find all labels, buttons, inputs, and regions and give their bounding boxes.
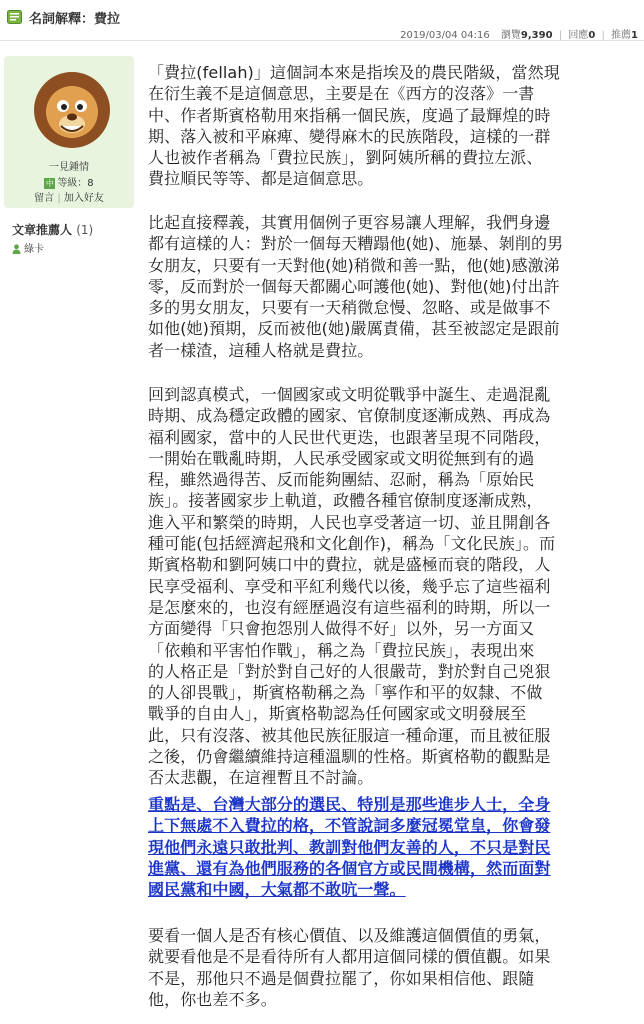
paragraph-2: 比起直接釋義，其實用個例子更容易讓人理解，我們身邊 都有這樣的人：對於一個每天糟蹋他(她)、施暴、剝削的男 女朋友，只要有一天對他(她)稍微和善一點，他(她)感激涕 零，反而對於一個每天都關心呵護他(她)、對他(她)付出許 多的男女朋友，只要有一天稍微怠慢、忽略、或是做事不 如他(她)預期，反而被他(她)嚴厲責備，甚至被認定是跟前 者一樣渣，這種人格就是費拉。	[148, 213, 564, 360]
views-count: 9,390	[520, 30, 553, 41]
post-header	[0, 0, 644, 41]
add-friend-link[interactable]: 加入好友	[63, 193, 104, 204]
replies-label: 回應	[568, 30, 589, 41]
author-level	[4, 174, 134, 189]
recommends-count: 1	[631, 30, 638, 41]
message-link[interactable]: 留言	[34, 193, 55, 204]
post-meta: 2019/03/04 04:16 瀏覽9,390 | 回應0 | 推薦1	[400, 30, 638, 41]
recommenders-label: 文章推薦人	[12, 223, 73, 237]
recommenders-count: (1)	[76, 223, 94, 237]
recommender-name[interactable]: 綠卡	[24, 244, 44, 255]
replies-count: 0	[588, 30, 596, 41]
recommends-label: 推薦	[611, 30, 632, 41]
post-date: 2019/03/04 04:16	[400, 30, 490, 41]
author-card	[4, 56, 134, 208]
post-title[interactable]: 名詞解釋：費拉	[29, 12, 121, 27]
paragraph-5: 要看一個人是否有核心價值、以及維護這個價值的勇氣， 就要看他是不是看待所有人都用這個同樣的價值觀。如果 不是，那他只不過是個費拉罷了，你如果相信他、跟隨 他，你也差不多。	[148, 926, 551, 1009]
views-label: 瀏覽	[500, 30, 521, 41]
recommender-item[interactable]	[12, 240, 44, 255]
document-icon	[7, 10, 22, 24]
highlighted-link-paragraph[interactable]: 重點是、台灣大部分的選民、特別是那些進步人士，全身 上下無處不入費拉的格，不管說詞多麼冠冕堂皇，你會發 現他們永遠只敢批判、教訓對他們友善的人，不只是對民 進黨、還有為他們服務的各個官方或民間機構，然而面對 國民黨和中國，大氣都不敢吭一聲。	[148, 795, 551, 900]
person-icon	[12, 244, 21, 254]
level-badge: 中	[45, 178, 54, 188]
avatar[interactable]	[32, 70, 112, 150]
level-label: 等級：8	[57, 178, 94, 189]
recommenders-heading	[12, 221, 93, 238]
paragraph-1: 「費拉(fellah)」這個詞本來是指埃及的農民階級，當然現 在衍生義不是這個意思，主要是在《西方的沒落》一書 中、作者斯賓格勒用來指稱一個民族，度過了最輝煌的時 期、落入被和平麻痺、變得麻木的民族階段，這樣的一群 人也被作者稱為「費拉民族」，劉阿姨所稱的費拉左派、 費拉順民等等、都是這個意思。	[148, 63, 560, 189]
author-actions: 留言 | 加入好友	[34, 193, 104, 204]
author-name[interactable]: 一見鍾情	[49, 162, 89, 173]
paragraph-3: 回到認真模式，一個國家或文明從戰爭中誕生、走過混亂 時期、成為穩定政體的國家、官僚制度逐漸成熟、再成為 福利國家，當中的人民世代更迭，也跟著呈現不同階段， 一開始在戰亂時期，人民承受國家或文明從無到有的過 程，雖然過得苦、反而能夠團結、忍耐，稱為「原始民 族」。接著國家步上軌道，政體各種官僚制度逐漸成熟， 進入平和繁榮的時期，人民也享受著這一切、並且開創各 種可能(包括經濟起飛和文化創作)，稱為「文化民族」。而 斯賓格勒和劉阿姨口中的費拉，就是盛極而衰的階段，人 民享受福利、享受和平紅利幾代以後，幾乎忘了這些福利 是怎麼來的，也沒有經歷過沒有這些福利的時期，所以一 方面變得「只會抱怨別人做得不好」以外，另一方面又 「依賴和平害怕作戰」，稱之為「費拉民族」，表現出來 的人格正是「對於對自己好的人很嚴苛，對於對自己兇狠 的人卻畏戰」，斯賓格勒稱之為「寧作和平的奴隸、不做 戰爭的自由人」，斯賓格勒認為任何國家或文明發展至 此，只有沒落、被其他民族征服這一種命運，而且被征服 之後，仍會繼續維持這種溫馴的性格。斯賓格勒的觀點是 否太悲觀，在這裡暫且不討論。	[148, 385, 556, 788]
